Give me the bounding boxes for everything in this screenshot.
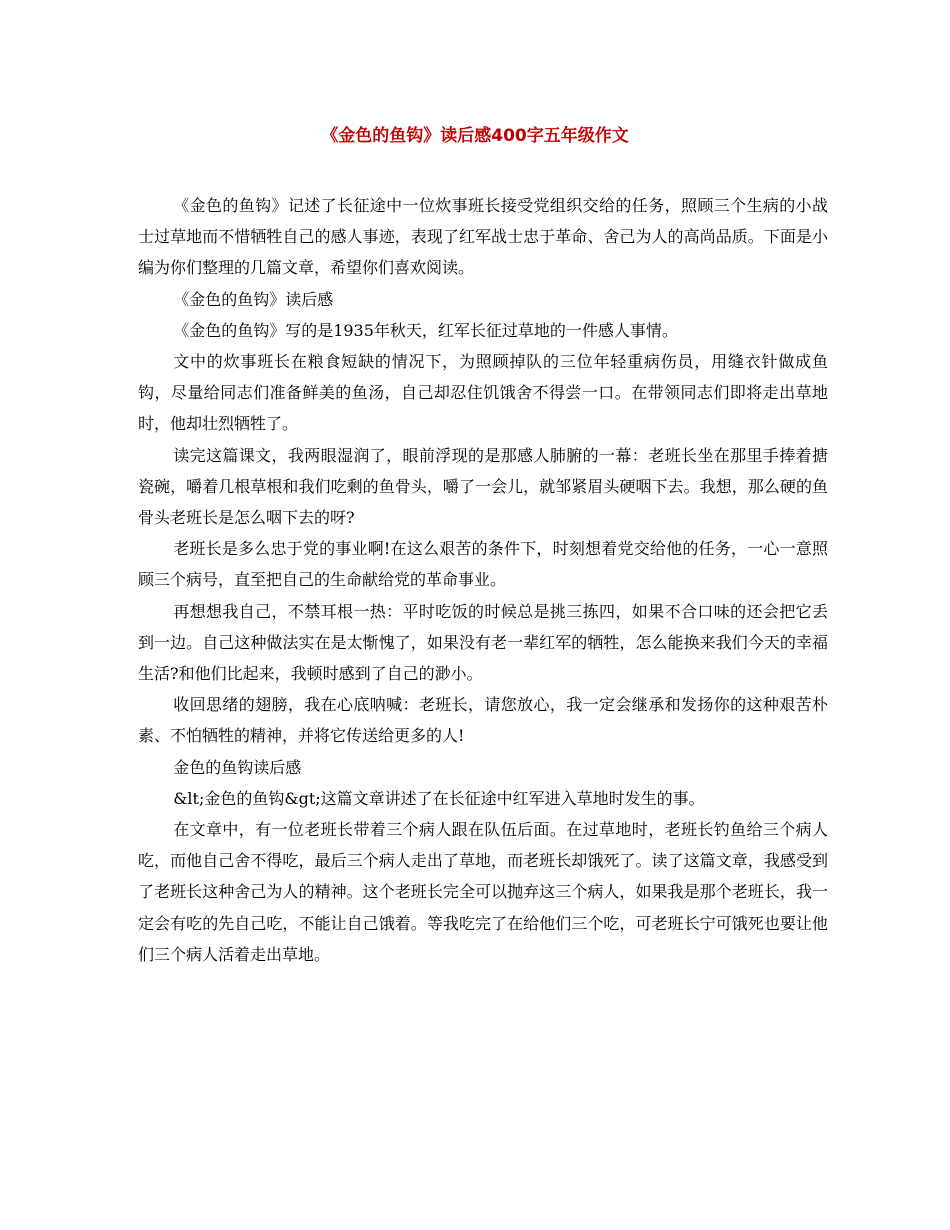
paragraph-intro: 《金色的鱼钩》记述了长征途中一位炊事班长接受党组织交给的任务，照顾三个生病的小战士过草地而不惜牺牲自己的感人事迹，表现了红军战士忠于革命、舍己为人的高尚品质。下面是小编为你们整理的几篇文章，希望你们喜欢阅读。 xyxy=(138,196,828,278)
paragraph: 《金色的鱼钩》写的是1935年秋天，红军长征过草地的一件感人事情。 xyxy=(173,320,678,340)
paragraph: 老班长是多么忠于党的事业啊!在这么艰苦的条件下，时刻想着党交给他的任务，一心一意照顾三个病号，直至把自己的生命献给党的革命事业。 xyxy=(138,539,828,590)
section-heading-1: 《金色的鱼钩》读后感 xyxy=(173,289,334,309)
document-body xyxy=(138,190,828,970)
paragraph: 读完这篇课文，我两眼湿润了，眼前浮现的是那感人肺腑的一幕：老班长坐在那里手捧着搪瓷碗，嚼着几根草根和我们吃剩的鱼骨头，嚼了一会儿，就邹紧眉头硬咽下去。我想，那么硬的鱼骨头老班长是怎么咽下去的呀? xyxy=(138,445,828,528)
paragraph: 文中的炊事班长在粮食短缺的情况下，为照顾掉队的三位年轻重病伤员，用缝衣针做成鱼钩，尽量给同志们准备鲜美的鱼汤，自己却忍住饥饿舍不得尝一口。在带领同志们即将走出草地时，他却壮烈牺牲了。 xyxy=(138,352,828,434)
paragraph: 收回思绪的翅膀，我在心底呐喊：老班长，请您放心，我一定会继承和发扬你的这种艰苦朴素、不怕牺牲的精神，并将它传送给更多的人! xyxy=(138,695,828,746)
paragraph: &lt;金色的鱼钩&gt;这篇文章讲述了在长征途中红军进入草地时发生的事。 xyxy=(173,788,705,808)
paragraph: 再想想我自己，不禁耳根一热：平时吃饭的时候总是挑三拣四，如果不合口味的还会把它丢到一边。自己这种做法实在是太惭愧了，如果没有老一辈红军的牺牲，怎么能换来我们今天的幸福生活?和他们比起来，我顿时感到了自己的渺小。 xyxy=(138,601,828,684)
section-heading-2: 金色的鱼钩读后感 xyxy=(173,757,302,777)
document-title: 《金色的鱼钩》读后感400字五年级作文 xyxy=(321,126,629,146)
paragraph: 在文章中，有一位老班长带着三个病人跟在队伍后面。在过草地时，老班长钓鱼给三个病人吃，而他自己舍不得吃，最后三个病人走出了草地，而老班长却饿死了。读了这篇文章，我感受到了老班长这种舍己为人的精神。这个老班长完全可以抛弃这三个病人，如果我是那个老班长，我一定会有吃的先自己吃，不能让自己饿着。等我吃完了在给他们三个吃，可老班长宁可饿死也要让他们三个病人活着走出草地。 xyxy=(138,820,828,964)
